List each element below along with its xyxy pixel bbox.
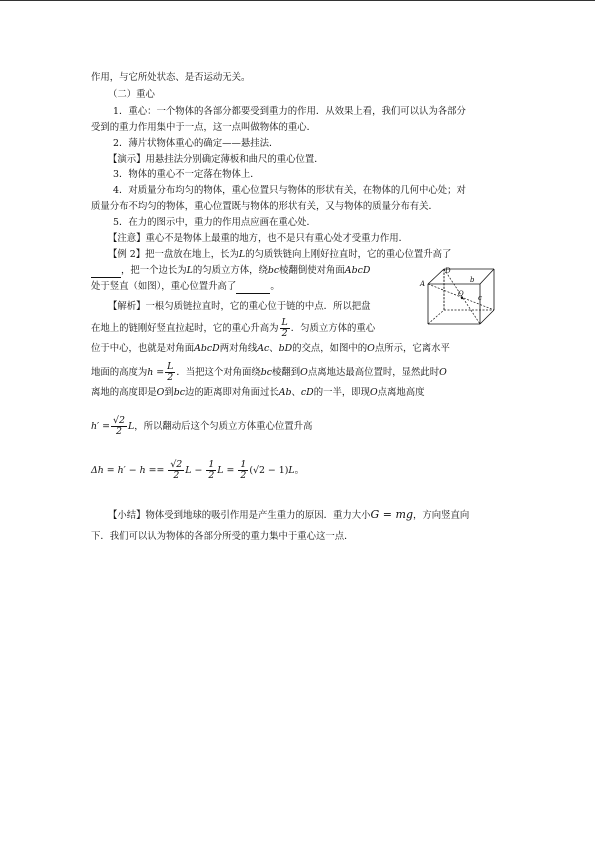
text-line: 离地的高度即是O到bc边的距离即对角面过长Ab、cD的一半，即现O点离地高度 [91,387,425,398]
fraction: $\frac{L}{2}$ [167,361,174,383]
text-line: 5．在力的图示中，重力的作用点应画在重心处． [113,217,316,228]
fraction: $\frac{L}{2}$ [281,317,288,339]
text-line: 【注意】重心不是物体上最重的地方，也不是只有重心处才受重力作用． [108,233,409,244]
formula-delta-h: Δh = h′ − h == $\frac{√2}{2}$ L − $\frac{1}{2}$ L = $\frac{1}{2}$ (√2 − 1)L。 [91,459,304,481]
text-line: 在地上的链刚好竖直拉起时，它的重心升高为 $\frac{L}{2}$ ．匀质立方体的重心 [91,317,376,339]
fraction: $\frac{√2}{2}$ [170,459,183,481]
figure-label-o: O [458,290,464,298]
text-line: 处于竖直（如图），重心位置升高了 。 [91,281,280,292]
text-line: 受到的重力作用集中于一点，这一点叫做物体的重心． [91,122,317,133]
figure-label-b: b [470,276,475,284]
fraction: $\frac{√2}{2}$ [113,415,125,437]
text-line: 2．薄片状物体重心的确定——悬挂法． [113,138,279,149]
figure-label-d: D [445,267,451,275]
text-line: 地面的高度为h = $\frac{L}{2}$ ．当把这个对角面绕bc棱翻到O点离地达最高位置时，显然此时O [91,361,447,383]
text-line: 4．对质量分布均匀的物体，重心位置只与物体的形状有关，在物体的几何中心处；对 [113,185,466,196]
text-line: 1．重心：一个物体的各部分都要受到重力的作用．从效果上看，我们可以认为各部分 [113,106,466,117]
figure-label-a: A [420,280,426,288]
text-line: ，把一个边长为L的匀质立方体，绕bc棱翻倒使对角面AbcD [91,264,370,278]
text-line: 质量分布不均匀的物体，重心位置既与物体的形状有关，又与物体的质量分布有关． [91,201,438,212]
text-line: 作用，与它所处状态、是否运动无关。 [91,72,251,83]
answer-blank[interactable] [236,280,270,294]
fraction: $\frac{1}{2}$ [240,459,247,481]
text-line: 【解析】一根匀质链拉直时，它的重心位于链的中点．所以把盘 [108,301,371,312]
figure-label-c: c [478,294,482,302]
top-rule [0,0,595,1]
cube-figure [418,262,502,332]
answer-blank[interactable] [91,264,121,278]
text-line: 下．我们可以认为物体的各部分所受的重力集中于重心这一点． [91,531,354,542]
section-heading: （二）重心 [108,89,155,100]
fraction: $\frac{1}{2}$ [208,459,215,481]
text-line: 位于中心，也就是对角面AbcD两对角线Ac、bD的交点，如图中的O点所示，它离水平 [91,343,450,354]
formula-h-prime: h′ = $\frac{√2}{2}$ L，所以翻动后这个匀质立方体重心位置升高 [91,415,313,437]
text-line: 3．物体的重心不一定落在物体上． [113,169,260,180]
text-line: 【演示】用悬挂法分别确定薄板和曲尺的重心位置． [108,154,324,165]
text-line: 【小结】物体受到地球的吸引作用是产生重力的原因．重力大小G = mg，方向竖直向 [108,508,470,521]
text-line: 【例 2】把一盘放在地上，长为L的匀质铁链向上刚好拉直时，它的重心位置升高了 [108,249,452,260]
